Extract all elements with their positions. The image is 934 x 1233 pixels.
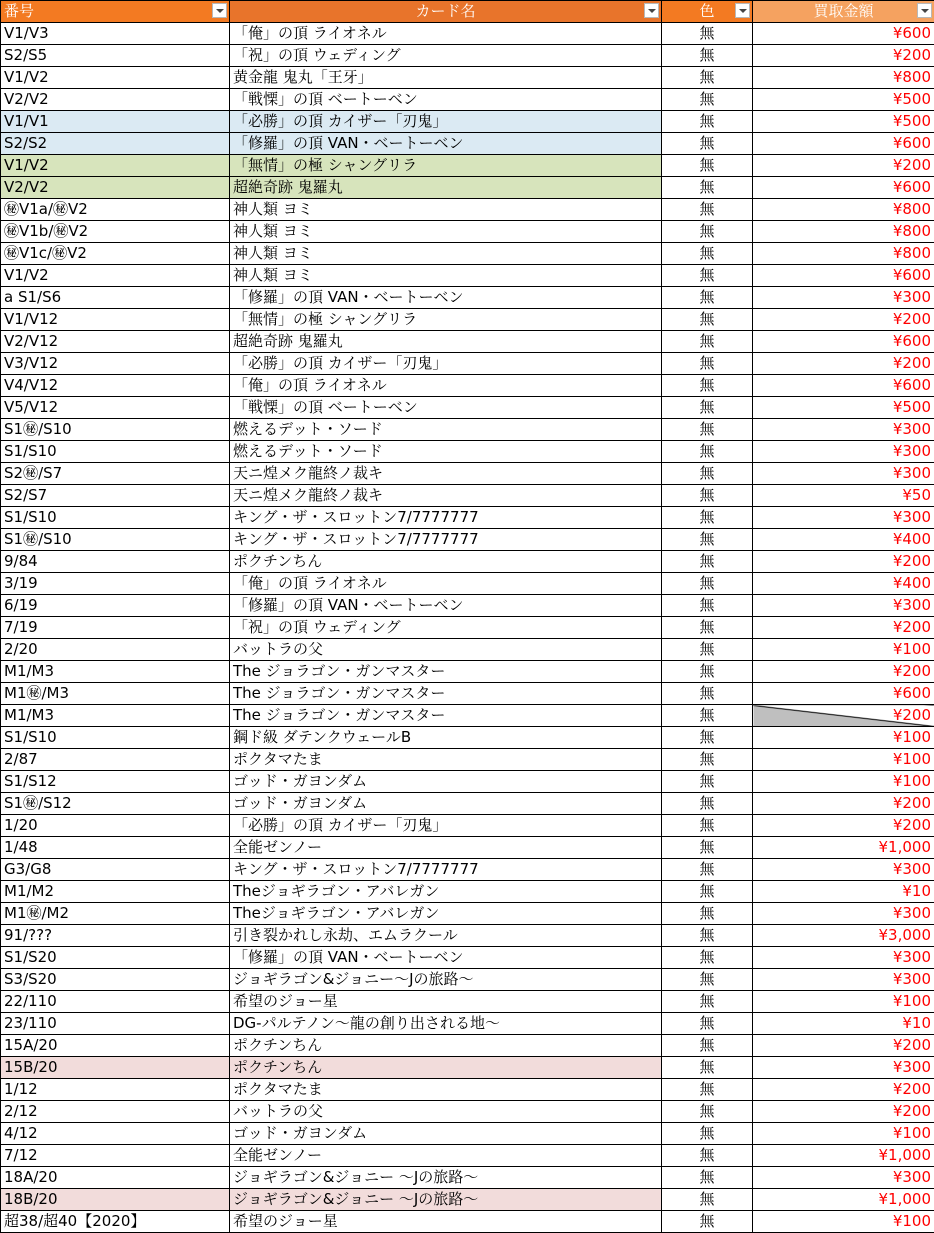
cell-number[interactable]: V1/V1 [1,111,230,133]
filter-dropdown-icon[interactable] [735,3,750,18]
cell-number[interactable]: M1㊙/M2 [1,903,230,925]
cell-color[interactable]: 無 [662,397,753,419]
cell-number[interactable]: 7/19 [1,617,230,639]
cell-number[interactable]: 15B/20 [1,1057,230,1079]
cell-number[interactable]: M1㊙/M3 [1,683,230,705]
cell-price[interactable]: ¥600 [753,23,934,45]
cell-color[interactable]: 無 [662,1035,753,1057]
cell-color[interactable]: 無 [662,221,753,243]
table-row [1,859,934,881]
cell-price[interactable]: ¥200 [753,551,934,573]
cell-card-name[interactable]: 燃えるデット・ソード [230,441,662,463]
cell-card-name[interactable]: 「戦慄」の頂 ベートーベン [230,397,662,419]
cell-price[interactable]: ¥800 [753,199,934,221]
cell-number[interactable]: V1/V2 [1,265,230,287]
table-row [1,551,934,573]
cell-card-name[interactable]: DG-パルテノン〜龍の創り出される地〜 [230,1013,662,1035]
header-price-label: 買取金額 [813,2,874,20]
header-row [1,1,934,23]
cell-number[interactable]: S1/S20 [1,947,230,969]
cell-price[interactable]: ¥300 [753,463,934,485]
cell-color[interactable]: 無 [662,485,753,507]
cell-color[interactable]: 無 [662,507,753,529]
table-row [1,749,934,771]
cell-color[interactable]: 無 [662,815,753,837]
cell-number[interactable]: V2/V12 [1,331,230,353]
cell-number[interactable]: V1/V2 [1,67,230,89]
cell-color[interactable]: 無 [662,881,753,903]
cell-card-name[interactable]: Theジョギラゴン・アバレガン [230,903,662,925]
cell-color[interactable]: 無 [662,1189,753,1211]
table-row [1,419,934,441]
cell-price[interactable]: ¥300 [753,441,934,463]
cell-card-name[interactable]: 神人類 ヨミ [230,265,662,287]
cell-card-name[interactable]: ポクタマたま [230,749,662,771]
cell-price[interactable]: ¥300 [753,1167,934,1189]
cell-card-name[interactable]: 超絶奇跡 鬼羅丸 [230,331,662,353]
cell-card-name[interactable]: ポクタマたま [230,1079,662,1101]
cell-price[interactable]: ¥200 [753,45,934,67]
cell-card-name[interactable]: 希望のジョー星 [230,991,662,1013]
cell-price[interactable]: ¥200 [753,155,934,177]
cell-color[interactable]: 無 [662,1167,753,1189]
cell-price[interactable]: ¥400 [753,573,934,595]
cell-card-name[interactable]: ジョギラゴン&ジョニー 〜Jの旅路〜 [230,1189,662,1211]
table-row [1,683,934,705]
cell-price[interactable]: ¥200 [753,309,934,331]
cell-card-name[interactable]: 「修羅」の頂 VAN・ベートーベン [230,133,662,155]
cell-price[interactable]: ¥1,000 [753,1189,934,1211]
cell-price[interactable]: ¥200 [753,793,934,815]
cell-color[interactable]: 無 [662,837,753,859]
cell-price[interactable]: ¥500 [753,111,934,133]
cell-price[interactable]: ¥100 [753,1123,934,1145]
cell-color[interactable]: 無 [662,67,753,89]
cell-number[interactable]: V2/V2 [1,89,230,111]
table-row [1,639,934,661]
filter-dropdown-icon[interactable] [917,3,932,18]
header-name[interactable] [230,1,662,23]
cell-price[interactable]: ¥200 [753,661,934,683]
cell-number[interactable]: 1/12 [1,1079,230,1101]
table-row [1,573,934,595]
cell-number[interactable]: V1/V2 [1,155,230,177]
cell-color[interactable]: 無 [662,133,753,155]
cell-number[interactable]: 7/12 [1,1145,230,1167]
cell-color[interactable]: 無 [662,727,753,749]
cell-color[interactable]: 無 [662,1101,753,1123]
cell-color[interactable]: 無 [662,419,753,441]
cell-number[interactable]: 4/12 [1,1123,230,1145]
cell-price[interactable]: ¥1,000 [753,837,934,859]
cell-color[interactable]: 無 [662,947,753,969]
cell-number[interactable]: 91/??? [1,925,230,947]
cell-color[interactable]: 無 [662,683,753,705]
cell-price[interactable]: ¥3,000 [753,925,934,947]
table-row [1,529,934,551]
cell-card-name[interactable]: 全能ゼンノー [230,1145,662,1167]
cell-card-name[interactable]: 天ニ煌メク龍終ノ裁キ [230,463,662,485]
cell-price[interactable]: ¥600 [753,331,934,353]
cell-number[interactable]: 1/20 [1,815,230,837]
cell-card-name[interactable]: 「必勝」の頂 カイザー「刃鬼」 [230,111,662,133]
cell-number[interactable]: ㊙V1a/㊙V2 [1,199,230,221]
cell-number[interactable]: 22/110 [1,991,230,1013]
cell-color[interactable]: 無 [662,199,753,221]
header-name-label: カード名 [415,2,476,20]
cell-number[interactable]: S1/S12 [1,771,230,793]
cell-card-name[interactable]: The ジョラゴン・ガンマスター [230,661,662,683]
table-row [1,155,934,177]
table-row [1,1145,934,1167]
cell-color[interactable]: 無 [662,23,753,45]
cell-card-name[interactable]: 燃えるデット・ソード [230,419,662,441]
cell-color[interactable]: 無 [662,375,753,397]
cell-card-name[interactable]: 黄金龍 鬼丸「王牙」 [230,67,662,89]
table-row [1,1167,934,1189]
table-row [1,1211,934,1233]
header-color-label: 色 [699,2,715,20]
table-row [1,265,934,287]
cell-color[interactable]: 無 [662,551,753,573]
cell-price[interactable]: ¥100 [753,749,934,771]
cell-number[interactable]: ㊙V1c/㊙V2 [1,243,230,265]
cell-card-name[interactable]: 「無情」の極 シャングリラ [230,155,662,177]
cell-price[interactable]: ¥800 [753,67,934,89]
cell-price[interactable]: ¥1,000 [753,1145,934,1167]
table-row [1,1101,934,1123]
cell-number[interactable]: V4/V12 [1,375,230,397]
table-row [1,287,934,309]
table-row [1,1189,934,1211]
cell-price[interactable]: ¥600 [753,133,934,155]
cell-price[interactable]: ¥300 [753,969,934,991]
cell-number[interactable]: S1㊙/S10 [1,529,230,551]
table-row [1,1013,934,1035]
cell-price[interactable]: ¥600 [753,265,934,287]
table-row [1,837,934,859]
cell-color[interactable]: 無 [662,1145,753,1167]
table-row [1,485,934,507]
table-row [1,375,934,397]
cell-card-name[interactable]: 「修羅」の頂 VAN・ベートーベン [230,287,662,309]
cell-card-name[interactable]: 天ニ煌メク龍終ノ裁キ [230,485,662,507]
cell-price[interactable]: ¥200 [753,815,934,837]
cell-number[interactable]: V2/V2 [1,177,230,199]
cell-card-name[interactable]: ジョギラゴン&ジョニー 〜Jの旅路〜 [230,1167,662,1189]
cell-number[interactable]: M1/M3 [1,661,230,683]
cell-card-name[interactable]: キング・ザ・スロットン7/7777777 [230,859,662,881]
table-row [1,661,934,683]
cell-price[interactable]: ¥500 [753,89,934,111]
table-row [1,23,934,45]
cell-number[interactable]: 23/110 [1,1013,230,1035]
cell-number[interactable]: 9/84 [1,551,230,573]
cell-card-name[interactable]: キング・ザ・スロットン7/7777777 [230,529,662,551]
cell-price[interactable]: ¥300 [753,595,934,617]
cell-card-name[interactable]: バットラの父 [230,1101,662,1123]
cell-card-name[interactable]: 「無情」の極 シャングリラ [230,309,662,331]
cell-price[interactable]: ¥10 [753,881,934,903]
cell-card-name[interactable]: 希望のジョー星 [230,1211,662,1233]
cell-card-name[interactable]: 「俺」の頂 ライオネル [230,573,662,595]
table-row [1,1123,934,1145]
cell-price[interactable]: ¥100 [753,639,934,661]
cell-color[interactable]: 無 [662,529,753,551]
cell-card-name[interactable]: ゴッド・ガヨンダム [230,793,662,815]
cell-number[interactable]: S1㊙/S10 [1,419,230,441]
cell-price[interactable]: ¥600 [753,177,934,199]
cell-price[interactable]: ¥500 [753,397,934,419]
table-row [1,45,934,67]
cell-color[interactable]: 無 [662,45,753,67]
cell-price[interactable]: ¥300 [753,507,934,529]
table-row [1,67,934,89]
table-row [1,177,934,199]
table-row [1,815,934,837]
cell-color[interactable]: 無 [662,243,753,265]
cell-color[interactable]: 無 [662,463,753,485]
table-row [1,111,934,133]
cell-color[interactable]: 無 [662,991,753,1013]
cell-color[interactable]: 無 [662,903,753,925]
table-row [1,969,934,991]
table-row [1,881,934,903]
header-number[interactable] [1,1,230,23]
table-row [1,133,934,155]
cell-color[interactable]: 無 [662,1123,753,1145]
cell-card-name[interactable]: 「修羅」の頂 VAN・ベートーベン [230,947,662,969]
table-row [1,243,934,265]
cell-card-name[interactable]: 「必勝」の頂 カイザー「刃鬼」 [230,815,662,837]
cell-price[interactable]: ¥300 [753,859,934,881]
cell-color[interactable]: 無 [662,661,753,683]
cell-card-name[interactable]: 鋼ド級 ダテンクウェールB [230,727,662,749]
cell-number[interactable]: 2/20 [1,639,230,661]
cell-color[interactable]: 無 [662,859,753,881]
cell-price[interactable]: ¥50 [753,485,934,507]
cell-color[interactable]: 無 [662,89,753,111]
cell-price[interactable]: ¥200 [753,1079,934,1101]
cell-color[interactable]: 無 [662,353,753,375]
cell-card-name[interactable]: 「祝」の頂 ウェディング [230,45,662,67]
cell-number[interactable]: 2/87 [1,749,230,771]
cell-number[interactable]: 1/48 [1,837,230,859]
cell-number[interactable]: ㊙V1b/㊙V2 [1,221,230,243]
header-number-label: 番号 [4,2,35,20]
cell-color[interactable]: 無 [662,331,753,353]
cell-color[interactable]: 無 [662,639,753,661]
cell-price[interactable]: ¥300 [753,947,934,969]
cell-number[interactable]: 超38/超40【2020】 [1,1211,230,1233]
cell-number[interactable]: a S1/S6 [1,287,230,309]
cell-number[interactable]: 2/12 [1,1101,230,1123]
cell-number[interactable]: S2/S2 [1,133,230,155]
cell-card-name[interactable]: 超絶奇跡 鬼羅丸 [230,177,662,199]
header-color[interactable] [662,1,753,23]
table-row [1,89,934,111]
cell-color[interactable]: 無 [662,595,753,617]
table-row [1,463,934,485]
cell-card-name[interactable]: 「必勝」の頂 カイザー「刃鬼」 [230,353,662,375]
cell-color[interactable]: 無 [662,1057,753,1079]
cell-number[interactable]: V1/V12 [1,309,230,331]
table-row [1,1057,934,1079]
table-row [1,947,934,969]
cell-color[interactable]: 無 [662,177,753,199]
cell-price[interactable]: ¥300 [753,1057,934,1079]
cell-card-name[interactable]: バットラの父 [230,639,662,661]
cell-color[interactable]: 無 [662,441,753,463]
cell-price[interactable]: ¥600 [753,683,934,705]
table-row [1,771,934,793]
cell-color[interactable]: 無 [662,1013,753,1035]
cell-card-name[interactable]: The ジョラゴン・ガンマスター [230,683,662,705]
cell-color[interactable]: 無 [662,793,753,815]
cell-color[interactable]: 無 [662,749,753,771]
table-row [1,331,934,353]
table-row [1,925,934,947]
cell-card-name[interactable]: キング・ザ・スロットン7/7777777 [230,507,662,529]
cell-price[interactable]: ¥100 [753,1211,934,1233]
table-row [1,903,934,925]
cell-color[interactable]: 無 [662,969,753,991]
cell-price[interactable]: ¥800 [753,221,934,243]
cell-card-name[interactable]: 「俺」の頂 ライオネル [230,375,662,397]
cell-color[interactable]: 無 [662,155,753,177]
cell-price[interactable]: ¥300 [753,287,934,309]
cell-card-name[interactable]: 神人類 ヨミ [230,243,662,265]
cell-price[interactable]: ¥300 [753,419,934,441]
cell-number[interactable]: S2/S7 [1,485,230,507]
cell-color[interactable]: 無 [662,1079,753,1101]
table-row [1,507,934,529]
cell-card-name[interactable]: The ジョラゴン・ガンマスター [230,705,662,727]
cell-color[interactable]: 無 [662,309,753,331]
cell-number[interactable]: S1/S10 [1,507,230,529]
cell-number[interactable]: 18B/20 [1,1189,230,1211]
cell-price[interactable]: ¥100 [753,991,934,1013]
cell-price[interactable]: ¥100 [753,771,934,793]
table-row [1,793,934,815]
cell-price[interactable]: ¥10 [753,1013,934,1035]
cell-card-name[interactable]: ジョギラゴン&ジョニー〜Jの旅路〜 [230,969,662,991]
cell-card-name[interactable]: 引き裂かれし永劫、エムラクール [230,925,662,947]
table-row [1,309,934,331]
table-row [1,441,934,463]
cell-card-name[interactable]: ポクチンちん [230,1035,662,1057]
cell-card-name[interactable]: 神人類 ヨミ [230,199,662,221]
cell-number[interactable]: S3/S20 [1,969,230,991]
cell-card-name[interactable]: 神人類 ヨミ [230,221,662,243]
filter-dropdown-icon[interactable] [212,3,227,18]
table-row [1,1035,934,1057]
cell-price[interactable]: ¥200 [753,1035,934,1057]
table-row [1,617,934,639]
cell-price[interactable]: ¥200 [753,617,934,639]
cell-number[interactable]: M1/M3 [1,705,230,727]
cell-color[interactable]: 無 [662,111,753,133]
cell-card-name[interactable]: ポクチンちん [230,551,662,573]
cell-price[interactable]: ¥400 [753,529,934,551]
cell-card-name[interactable]: Theジョギラゴン・アバレガン [230,881,662,903]
cell-color[interactable]: 無 [662,265,753,287]
cell-price[interactable]: ¥200 [753,705,934,727]
cell-card-name[interactable]: 「俺」の頂 ライオネル [230,23,662,45]
cell-price[interactable]: ¥800 [753,243,934,265]
cell-card-name[interactable]: 「修羅」の頂 VAN・ベートーベン [230,595,662,617]
cell-color[interactable]: 無 [662,1211,753,1233]
table-row [1,727,934,749]
cell-price[interactable]: ¥200 [753,353,934,375]
cell-card-name[interactable]: 「戦慄」の頂 ベートーベン [230,89,662,111]
cell-number[interactable]: S2/S5 [1,45,230,67]
cell-number[interactable]: V5/V12 [1,397,230,419]
cell-number[interactable]: S2㊙/S7 [1,463,230,485]
table-row [1,353,934,375]
table-row [1,221,934,243]
cell-price[interactable]: ¥200 [753,1101,934,1123]
cell-number[interactable]: S1/S10 [1,441,230,463]
cell-card-name[interactable]: ゴッド・ガヨンダム [230,1123,662,1145]
cell-number[interactable]: S1/S10 [1,727,230,749]
cell-number[interactable]: G3/G8 [1,859,230,881]
table-row [1,1079,934,1101]
cell-card-name[interactable]: ゴッド・ガヨンダム [230,771,662,793]
table-row [1,199,934,221]
cell-number[interactable]: M1/M2 [1,881,230,903]
cell-color[interactable]: 無 [662,925,753,947]
table-row [1,991,934,1013]
cell-number[interactable]: 15A/20 [1,1035,230,1057]
table-row [1,595,934,617]
table-row [1,705,934,727]
cell-number[interactable]: 6/19 [1,595,230,617]
cell-color[interactable]: 無 [662,705,753,727]
cell-number[interactable]: V3/V12 [1,353,230,375]
cell-price[interactable]: ¥600 [753,375,934,397]
cell-card-name[interactable]: ポクチンちん [230,1057,662,1079]
cell-card-name[interactable]: 「祝」の頂 ウェディング [230,617,662,639]
cell-number[interactable]: 3/19 [1,573,230,595]
cell-color[interactable]: 無 [662,573,753,595]
cell-color[interactable]: 無 [662,287,753,309]
cell-number[interactable]: V1/V3 [1,23,230,45]
cell-color[interactable]: 無 [662,617,753,639]
header-price[interactable] [753,1,934,23]
cell-color[interactable]: 無 [662,771,753,793]
cell-price[interactable]: ¥100 [753,727,934,749]
cell-number[interactable]: S1㊙/S12 [1,793,230,815]
cell-number[interactable]: 18A/20 [1,1167,230,1189]
cell-price[interactable]: ¥300 [753,903,934,925]
cell-card-name[interactable]: 全能ゼンノー [230,837,662,859]
table-row [1,397,934,419]
filter-dropdown-icon[interactable] [644,3,659,18]
table-body [1,23,934,1233]
